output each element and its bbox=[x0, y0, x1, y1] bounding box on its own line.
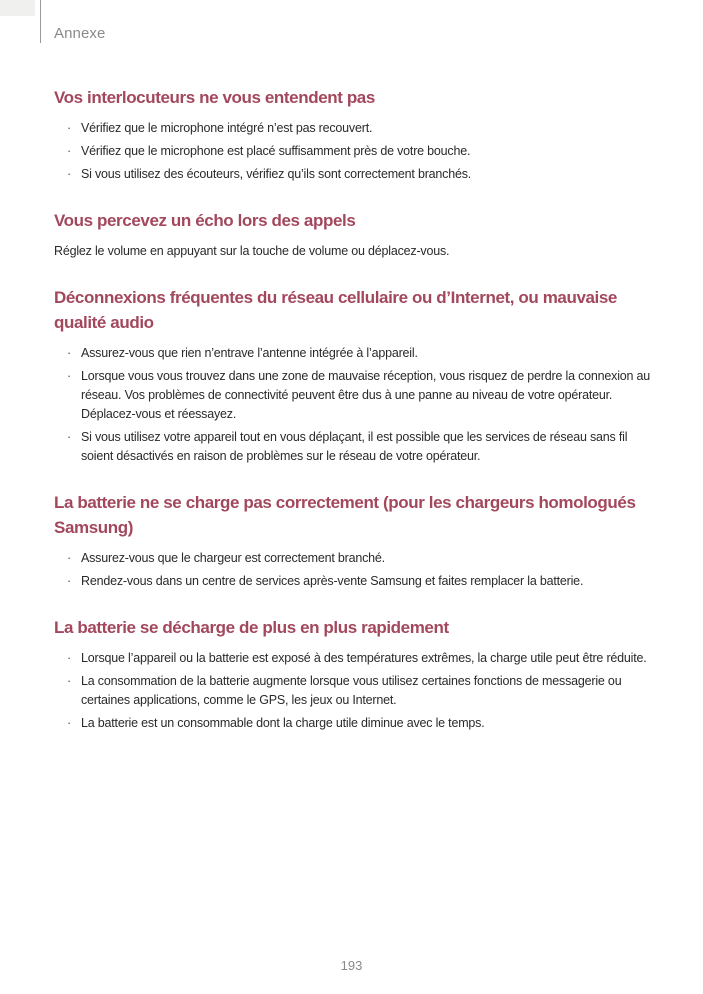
list-item-text: Lorsque l’appareil ou la batterie est exposé à des températures extrêmes, la charge utile peut être réduite. bbox=[81, 651, 647, 665]
page-number: 193 bbox=[340, 958, 363, 973]
bullet-list bbox=[54, 119, 651, 184]
list-item-text: Vérifiez que le microphone est placé suffisamment près de votre bouche. bbox=[81, 144, 471, 158]
section-deconnexions bbox=[54, 285, 651, 466]
list-item-text: Si vous utilisez votre appareil tout en vous déplaçant, il est possible que les services de réseau sans fil soient désactivés en raison de problèmes sur le réseau de votre opérateur. bbox=[81, 430, 628, 463]
bullet-dot: · bbox=[67, 167, 72, 181]
section-title: Vos interlocuteurs ne vous entendent pas bbox=[54, 88, 375, 107]
bullet-dot: · bbox=[67, 716, 72, 730]
header-divider bbox=[40, 0, 41, 43]
list-item bbox=[54, 714, 651, 733]
section-interlocuteurs bbox=[54, 85, 651, 184]
list-item-text: Rendez-vous dans un centre de services après-vente Samsung et faites remplacer la batterie. bbox=[81, 574, 584, 588]
list-item bbox=[54, 549, 651, 568]
chapter-header: Annexe bbox=[54, 25, 106, 42]
bullet-dot: · bbox=[67, 346, 72, 360]
section-title: Vous percevez un écho lors des appels bbox=[54, 211, 356, 230]
bullet-dot: · bbox=[67, 551, 72, 565]
list-item-text: Assurez-vous que le chargeur est correctement branché. bbox=[81, 551, 385, 565]
bullet-dot: · bbox=[67, 574, 72, 588]
list-item bbox=[54, 672, 651, 710]
bullet-dot: · bbox=[67, 369, 72, 383]
list-item-text: La consommation de la batterie augmente lorsque vous utilisez certaines fonctions de messagerie ou certaines applications, comme le GPS, les jeux ou Internet. bbox=[81, 674, 622, 707]
section-echo bbox=[54, 208, 651, 261]
list-item bbox=[54, 165, 651, 184]
section-batterie-decharge bbox=[54, 615, 651, 733]
list-item bbox=[54, 119, 651, 138]
section-batterie-charge bbox=[54, 490, 651, 591]
bullet-dot: · bbox=[67, 144, 72, 158]
list-item-text: Lorsque vous vous trouvez dans une zone de mauvaise réception, vous risquez de perdre la connexion au réseau. Vos problèmes de connectivité peuvent être dus à une panne au niveau de votre opérateur. Déplacez-vous et réessayez. bbox=[81, 369, 651, 421]
list-item-text: La batterie est un consommable dont la charge utile diminue avec le temps. bbox=[81, 716, 485, 730]
page-content bbox=[54, 85, 651, 737]
list-item-text: Assurez-vous que rien n’entrave l’antenne intégrée à l’appareil. bbox=[81, 346, 418, 360]
list-item bbox=[54, 344, 651, 363]
section-title: Déconnexions fréquentes du réseau cellulaire ou d’Internet, ou mauvaise qualité audio bbox=[54, 288, 617, 332]
list-item bbox=[54, 649, 651, 668]
bullet-dot: · bbox=[67, 430, 72, 444]
list-item bbox=[54, 572, 651, 591]
list-item-text: Vérifiez que le microphone intégré n’est pas recouvert. bbox=[81, 121, 373, 135]
section-title: La batterie se décharge de plus en plus rapidement bbox=[54, 618, 449, 637]
list-item-text: Si vous utilisez des écouteurs, vérifiez qu’ils sont correctement branchés. bbox=[81, 167, 472, 181]
bullet-dot: · bbox=[67, 651, 72, 665]
bullet-dot: · bbox=[67, 121, 72, 135]
bullet-list bbox=[54, 344, 651, 466]
list-item bbox=[54, 367, 651, 424]
list-item bbox=[54, 428, 651, 466]
scan-corner-artifact bbox=[0, 0, 35, 16]
list-item bbox=[54, 142, 651, 161]
bullet-list bbox=[54, 649, 651, 733]
bullet-list bbox=[54, 549, 651, 591]
section-title: La batterie ne se charge pas correctement (pour les chargeurs homologués Samsung) bbox=[54, 493, 636, 537]
bullet-dot: · bbox=[67, 674, 72, 688]
paragraph: Réglez le volume en appuyant sur la touche de volume ou déplacez-vous. bbox=[54, 244, 450, 258]
